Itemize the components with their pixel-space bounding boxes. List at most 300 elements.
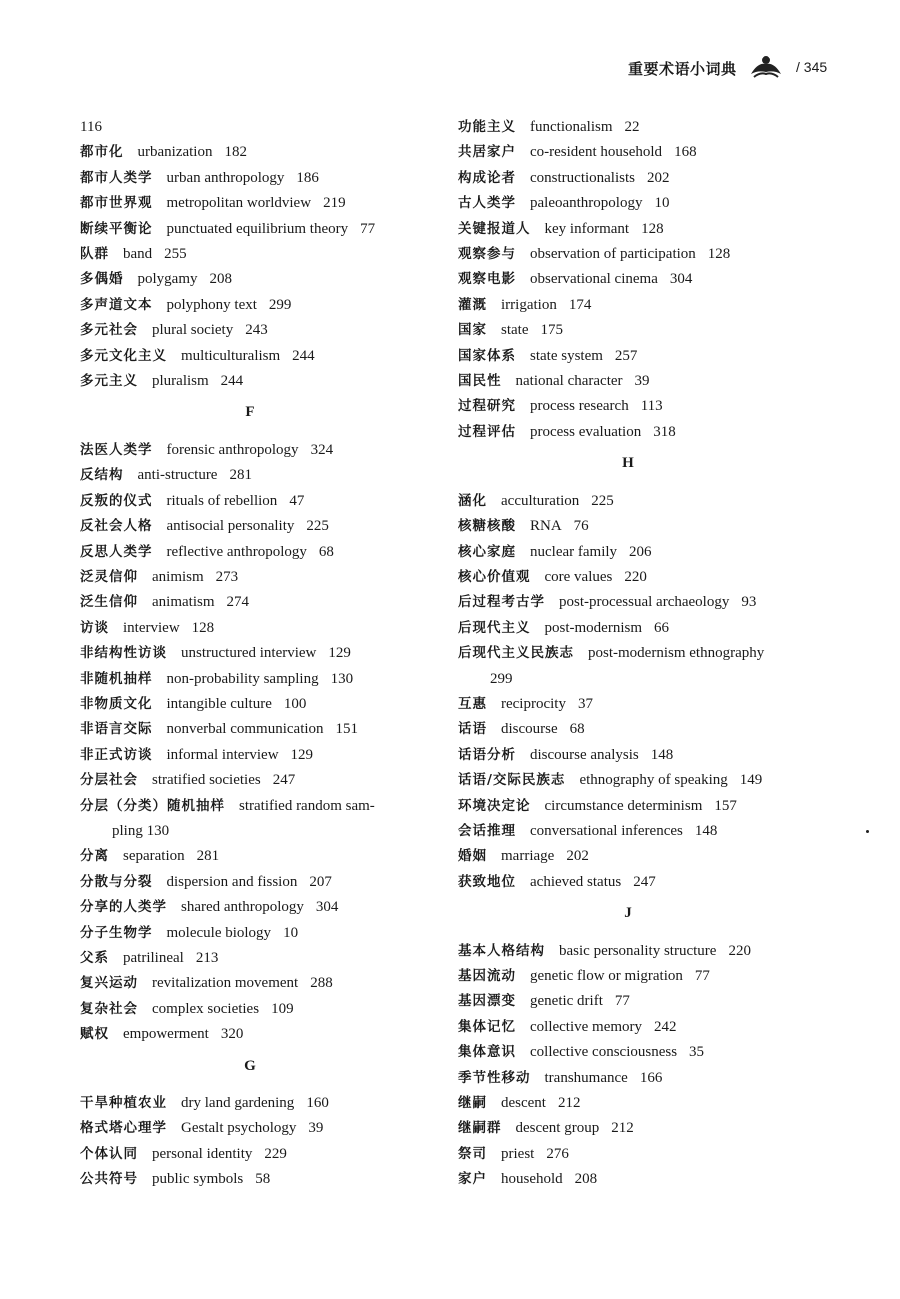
glossary-entry [458,166,828,191]
page-ref: 208 [209,271,232,288]
term-english: paleoanthropology [530,195,643,212]
glossary-entry [80,344,440,369]
term-english: animism [152,568,204,585]
term-chinese: 基因流动 [458,968,516,984]
term-chinese: 分层（分类）随机抽样 [80,797,225,814]
glossary-entry [80,997,440,1022]
term-chinese: 共居家户 [458,144,516,161]
term-english: urban anthropology [166,169,285,186]
page-ref: 206 [629,543,652,560]
glossary-entry [80,438,440,463]
page-ref: 304 [315,899,339,916]
page-ref: 148 [650,746,674,763]
page-number: / 345 [796,59,828,75]
page-ref: 37 [577,695,593,712]
term-english: irrigation [501,296,557,313]
term-chinese: 继嗣群 [458,1120,502,1137]
term-chinese: 多元主义 [80,373,138,390]
glossary-entry [458,870,828,895]
glossary-entry [458,1116,828,1141]
term-chinese: 泛生信仰 [80,594,138,611]
page-ref: 128 [707,246,731,263]
glossary-entry [458,1142,828,1167]
term-english: nuclear family [530,543,618,560]
term-chinese: 访谈 [80,619,109,636]
glossary-entry [80,1091,440,1116]
term-chinese: 反叛的仪式 [80,492,153,509]
continuation-text: pling 130 [112,822,170,839]
page-ref: 202 [566,848,589,865]
term-chinese: 后过程考古学 [458,594,545,611]
term-english: revitalization movement [152,975,299,992]
glossary-entry [458,616,828,641]
page-ref: 39 [308,1120,324,1137]
term-chinese: 父系 [80,950,109,966]
term-english: basic personality structure [559,942,717,959]
page-ref: 219 [323,195,346,212]
term-english: process evaluation [530,423,642,440]
term-chinese: 多元文化主义 [80,347,167,364]
term-chinese: 互惠 [458,695,487,712]
term-chinese: 核心家庭 [458,543,516,560]
page-ref: 288 [310,975,333,992]
term-english: animatism [152,594,215,611]
speck-mark [866,830,869,833]
page-ref: 320 [220,1026,244,1043]
glossary-entry [80,946,440,971]
term-english: ethnography of speaking [579,772,728,789]
term-chinese: 法医人类学 [80,441,153,458]
term-chinese: 话语 [458,721,487,738]
page-ref: 220 [624,568,647,585]
term-chinese: 多元社会 [80,322,138,339]
glossary-entry [458,267,828,292]
term-chinese: 公共符号 [80,1171,138,1188]
term-chinese: 古人类学 [458,195,516,212]
glossary-entry [458,939,828,964]
page-ref: 182 [224,144,247,161]
term-chinese: 非物质文化 [80,695,153,712]
term-english: core values [544,568,613,585]
page-ref: 242 [654,1018,677,1035]
continuation-text: 116 [80,119,102,135]
glossary-entry [80,641,440,666]
term-english: anti-structure [137,467,218,484]
term-english: process research [530,398,629,415]
term-chinese: 涵化 [458,492,487,509]
glossary-entry [458,540,828,565]
term-english: achieved status [530,873,622,890]
page-ref: 39 [634,373,650,390]
glossary-entry [80,463,440,488]
glossary-entry [458,768,828,793]
glossary-entry [80,489,440,514]
glossary-entry [80,590,440,615]
term-english: nonverbal communication [166,721,324,738]
glossary-entry [458,641,828,666]
glossary-entry [458,819,828,844]
term-chinese: 非语言交际 [80,721,153,738]
term-english: post-modernism [544,619,642,636]
glossary-entry [80,514,440,539]
glossary-entry [458,344,828,369]
glossary-entry [458,217,828,242]
glossary-entry [458,1167,828,1192]
term-chinese: 干旱种植农业 [80,1095,167,1112]
term-chinese: 国家体系 [458,347,516,364]
page-ref: 304 [669,271,693,288]
term-chinese: 核心价值观 [458,568,531,585]
page-ref: 93 [741,594,757,611]
term-english: personal identity [152,1145,253,1162]
entry-continuation [80,819,440,844]
page-ref: 166 [639,1069,663,1086]
glossary-entry [80,971,440,996]
glossary-entry [80,921,440,946]
glossary-entry [458,369,828,394]
term-chinese: 过程评估 [458,423,516,440]
glossary-entry [458,1091,828,1116]
term-chinese: 获致地位 [458,873,516,890]
term-english: molecule biology [166,924,272,941]
page-ref: 207 [309,873,332,890]
glossary-entry [80,1167,440,1192]
page-ref: 168 [674,144,697,161]
term-english: polyphony text [166,296,257,313]
term-chinese: 都市世界观 [80,195,153,212]
glossary-entry [80,794,440,819]
page-ref: 113 [640,398,663,415]
term-chinese: 个体认同 [80,1145,138,1162]
term-english: forensic anthropology [166,441,299,458]
term-english: pluralism [152,373,209,390]
page-ref: 212 [611,1120,634,1137]
term-chinese: 观察参与 [458,246,516,263]
glossary-entry [80,267,440,292]
entry-continuation [458,667,828,692]
term-chinese: 过程研究 [458,398,516,415]
page-ref: 68 [569,721,585,738]
term-chinese: 都市化 [80,144,124,161]
page-ref: 77 [614,993,630,1010]
term-english: Gestalt psychology [181,1120,297,1137]
term-english: separation [123,848,185,865]
term-chinese: 后现代主义 [458,619,531,636]
glossary-entry [80,895,440,920]
term-chinese: 格式塔心理学 [80,1120,167,1137]
term-chinese: 分离 [80,848,109,865]
glossary-entry [80,768,440,793]
term-english: informal interview [166,746,279,763]
page-ref: 129 [328,645,351,662]
page-ref: 257 [614,347,638,364]
term-chinese: 基本人格结构 [458,942,545,959]
term-english: acculturation [501,492,580,509]
glossary-entry [458,794,828,819]
glossary-entry [80,844,440,869]
left-column [80,115,440,1193]
glossary-entry [458,514,828,539]
term-english: reciprocity [501,695,566,712]
page-ref: 77 [694,968,710,984]
term-chinese: 多声道文本 [80,296,153,313]
page-ref: 247 [272,772,296,789]
glossary-entry [80,540,440,565]
glossary-entry [458,964,828,989]
term-chinese: 非正式访谈 [80,746,153,763]
term-english: state system [530,347,603,364]
glossary-entry [80,191,440,216]
page-ref: 213 [195,950,219,966]
glossary-entry [80,1142,440,1167]
term-english: shared anthropology [181,899,304,916]
page-ref: 281 [229,467,252,484]
page-ref: 129 [290,746,314,763]
term-chinese: 季节性移动 [458,1069,531,1086]
term-chinese: 家户 [458,1171,487,1188]
term-english: transhumance [544,1069,628,1086]
term-chinese: 环境决定论 [458,797,531,814]
term-english: empowerment [123,1026,209,1043]
term-chinese: 断续平衡论 [80,220,153,237]
term-english: multiculturalism [181,347,281,364]
glossary-entry [458,191,828,216]
term-english: polygamy [137,271,198,288]
glossary-entry [80,743,440,768]
glossary-entry [458,590,828,615]
term-english: dry land gardening [181,1095,295,1112]
page-ref: 130 [330,670,354,687]
section-letter: H [622,455,634,472]
page-ref: 225 [306,518,329,535]
term-english: stratified random sam- [239,797,375,814]
glossary-entry [80,1116,440,1141]
term-chinese: 国家 [458,322,487,339]
term-chinese: 话语/交际民族志 [458,772,566,789]
term-english: band [123,246,153,263]
page-ref: 225 [591,492,614,509]
glossary-entry [458,318,828,343]
term-chinese: 赋权 [80,1026,109,1043]
term-chinese: 核糖核酸 [458,518,516,535]
term-chinese: 构成论者 [458,169,516,186]
term-english: RNA [530,518,562,535]
glossary-entry [80,667,440,692]
page-ref: 255 [164,246,187,263]
page-ref: 324 [310,441,334,458]
page-ref: 202 [647,169,670,186]
term-english: functionalism [530,119,613,135]
term-english: collective consciousness [530,1044,678,1061]
term-english: descent group [515,1120,600,1137]
continuation-text: 299 [490,670,513,687]
page-ref: 10 [654,195,670,212]
term-english: key informant [544,220,630,237]
term-chinese: 集体记忆 [458,1018,516,1035]
glossary-entry [80,565,440,590]
page-ref: 128 [191,619,215,636]
page-ref: 160 [306,1095,329,1112]
term-english: patrilineal [123,950,184,966]
term-chinese: 分享的人类学 [80,899,167,916]
term-english: marriage [501,848,555,865]
section-letter: G [244,1057,256,1074]
glossary-entry [80,1022,440,1047]
term-english: priest [501,1145,535,1162]
term-english: observation of participation [530,246,696,263]
term-chinese: 会话推理 [458,822,516,839]
term-english: post-modernism ethnography [588,645,765,662]
term-english: observational cinema [530,271,658,288]
term-english: public symbols [152,1171,244,1188]
term-english: genetic flow or migration [530,968,683,984]
glossary-entry [458,420,828,445]
term-english: descent [501,1095,546,1112]
page-ref: 220 [728,942,751,959]
term-chinese: 基因漂变 [458,993,516,1010]
page-ref: 58 [255,1171,271,1188]
page-ref: 212 [557,1095,581,1112]
page-ref: 273 [215,568,239,585]
glossary-entry [80,217,440,242]
term-chinese: 关键报道人 [458,220,531,237]
page-ref: 281 [196,848,220,865]
term-english: non-probability sampling [166,670,319,687]
page-ref: 229 [264,1145,287,1162]
glossary-entry [80,692,440,717]
term-english: discourse [501,721,558,738]
term-english: collective memory [530,1018,643,1035]
book-logo-icon [748,52,784,82]
glossary-entry [458,489,828,514]
term-chinese: 非随机抽样 [80,670,153,687]
term-chinese: 分子生物学 [80,924,153,941]
term-chinese: 反思人类学 [80,543,153,560]
page-ref: 128 [641,220,664,237]
page-ref: 66 [654,619,669,636]
term-chinese: 功能主义 [458,119,516,135]
page-ref: 244 [220,373,244,390]
term-english: urbanization [137,144,213,161]
glossary-entry [458,115,828,140]
glossary-entry [458,743,828,768]
page-ref: 77 [360,220,376,237]
page-ref: 22 [624,119,640,135]
page-ref: 68 [318,543,334,560]
term-chinese: 国民性 [458,373,502,390]
page-ref: 174 [568,296,592,313]
header-title: 重要术语小词典 [628,60,737,78]
term-english: punctuated equilibrium theory [166,220,349,237]
term-chinese: 都市人类学 [80,169,153,186]
glossary-entry [458,565,828,590]
entry-continuation [80,115,440,140]
glossary-entry [458,1066,828,1091]
page-ref: 244 [292,347,315,364]
right-column [458,115,828,1193]
page-ref: 276 [546,1145,569,1162]
glossary-entry [458,394,828,419]
glossary-entry [80,369,440,394]
glossary-entry [80,870,440,895]
section-letter: F [245,404,255,421]
glossary-entry [458,692,828,717]
glossary-entry [80,318,440,343]
term-english: genetic drift [530,993,603,1010]
page-ref: 157 [714,797,737,814]
glossary-entry [80,166,440,191]
section-letter: J [624,905,632,922]
term-english: discourse analysis [530,746,639,763]
glossary-entry [80,616,440,641]
glossary-entry [458,140,828,165]
term-english: dispersion and fission [166,873,298,890]
term-english: rituals of rebellion [166,492,278,509]
glossary-entry [458,844,828,869]
page-ref: 274 [226,594,249,611]
glossary-entry [80,140,440,165]
term-chinese: 继嗣 [458,1095,487,1112]
running-header [600,56,860,84]
term-chinese: 队群 [80,246,109,263]
page-ref: 47 [289,492,305,509]
page-ref: 35 [689,1044,705,1061]
term-chinese: 集体意识 [458,1044,516,1061]
term-chinese: 反社会人格 [80,518,153,535]
term-english: national character [515,373,623,390]
term-chinese: 灌溉 [458,296,487,313]
term-chinese: 后现代主义民族志 [458,645,574,662]
page-ref: 148 [694,822,718,839]
page-ref: 247 [633,873,656,890]
term-chinese: 话语分析 [458,746,516,763]
term-chinese: 观察电影 [458,271,516,288]
term-chinese: 复兴运动 [80,975,138,992]
glossary-entry [458,989,828,1014]
term-english: complex societies [152,1000,260,1017]
term-english: co-resident household [530,144,663,161]
term-chinese: 反结构 [80,467,124,484]
glossary-entry [80,293,440,318]
glossary-entry [80,242,440,267]
term-chinese: 复杂社会 [80,1000,138,1017]
page-ref: 208 [574,1171,598,1188]
term-english: metropolitan worldview [166,195,312,212]
glossary-entry [458,717,828,742]
term-english: household [501,1171,563,1188]
glossary-entry [458,1015,828,1040]
term-english: unstructured interview [181,645,317,662]
page-ref: 299 [268,296,292,313]
term-english: post-processual archaeology [559,594,730,611]
glossary-entry [458,242,828,267]
page-ref: 10 [283,924,299,941]
page-ref: 186 [296,169,319,186]
page-ref: 149 [739,772,763,789]
term-chinese: 分层社会 [80,772,138,789]
term-chinese: 非结构性访谈 [80,645,167,662]
page-ref: 76 [573,518,589,535]
term-english: intangible culture [166,695,272,712]
page-ref: 151 [335,721,359,738]
term-english: reflective anthropology [166,543,307,560]
term-english: antisocial personality [166,518,295,535]
term-english: interview [123,619,180,636]
glossary-entry [458,293,828,318]
page-ref: 318 [653,423,676,440]
term-chinese: 泛灵信仰 [80,568,138,585]
term-english: conversational inferences [530,822,683,839]
